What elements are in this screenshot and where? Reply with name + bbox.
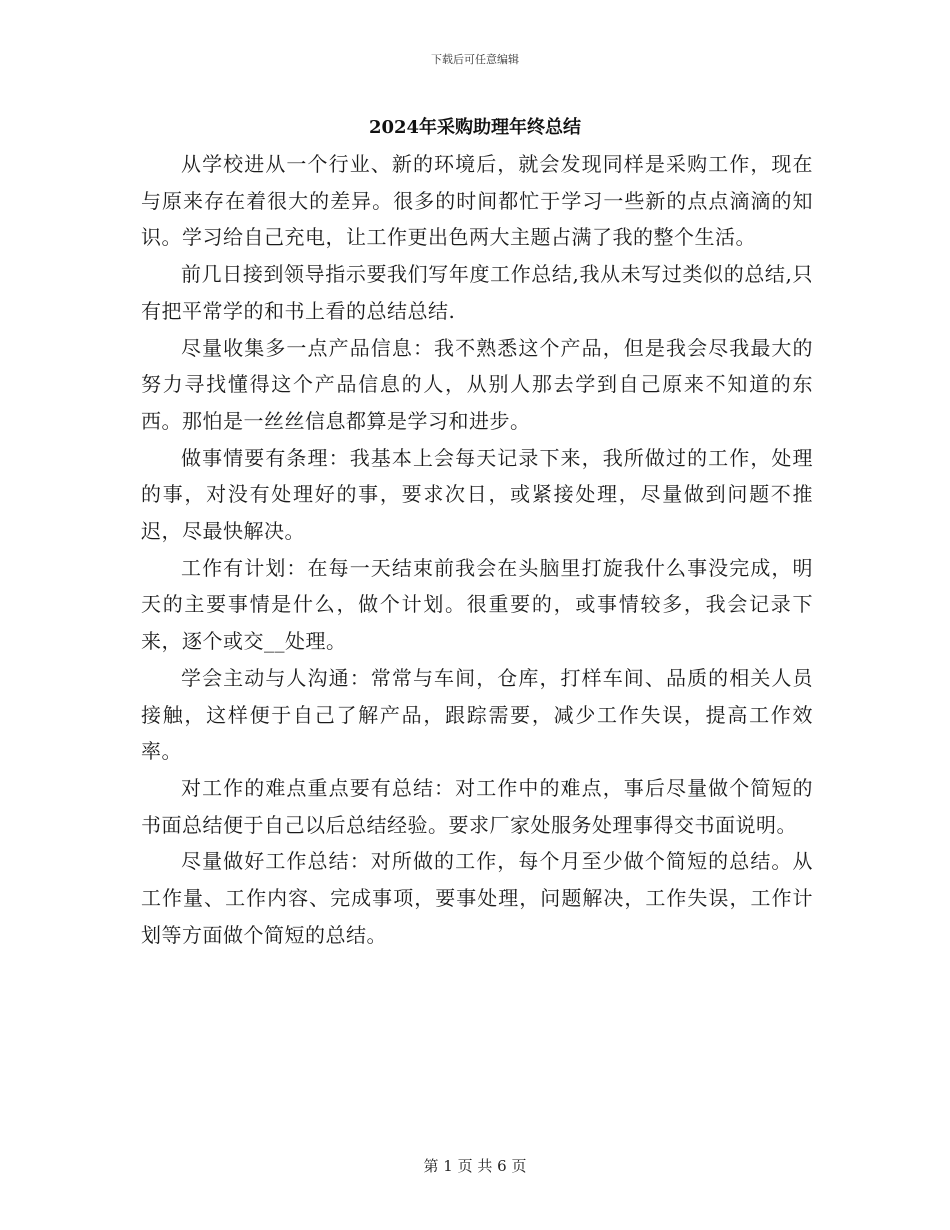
document-title: 2024年采购助理年终总结 bbox=[368, 117, 582, 138]
document-body bbox=[141, 146, 813, 953]
paragraph-background: 前几日接到领导指示要我们写年度工作总结,我从未写过类似的总结,只有把平常学的和书上看的总结总结. bbox=[141, 262, 813, 323]
paragraph-planning: 工作有计划：在每一天结束前我会在头脑里打旋我什么事没完成，明天的主要事情是什么，做个计划。很重要的，或事情较多，我会记录下来，逐个或交__处理。 bbox=[141, 555, 813, 654]
paragraph-organization: 做事情要有条理：我基本上会每天记录下来，我所做过的工作，处理的事，对没有处理好的事，要求次日，或紧接处理，尽量做到问题不推迟，尽最快解决。 bbox=[141, 445, 813, 544]
paragraph-summary: 尽量做好工作总结：对所做的工作，每个月至少做个简短的总结。从工作量、工作内容、完成事项，要事处理，问题解决，工作失误，工作计划等方面做个简短的总结。 bbox=[141, 849, 813, 947]
paragraph-intro: 从学校进从一个行业、新的环境后，就会发现同样是采购工作，现在与原来存在着很大的差异。很多的时间都忙于学习一些新的点点滴滴的知识。学习给自己充电，让工作更出色两大主题占满了我的整个生活。 bbox=[141, 152, 813, 250]
page-header-note: 下载后可任意编辑 bbox=[431, 53, 519, 66]
paragraph-difficulties: 对工作的难点重点要有总结：对工作中的难点，事后尽量做个简短的书面总结便于自己以后总结经验。要求厂家处服务处理事得交书面说明。 bbox=[141, 775, 813, 837]
page-indicator: 第 1 页 共 6 页 bbox=[423, 1157, 527, 1175]
paragraph-product-info: 尽量收集多一点产品信息：我不熟悉这个产品，但是我会尽我最大的努力寻找懂得这个产品信息的人，从别人那去学到自己原来不知道的东西。那怕是一丝丝信息都算是学习和进步。 bbox=[141, 335, 813, 433]
paragraph-communication: 学会主动与人沟通：常常与车间，仓库，打样车间、品质的相关人员接触，这样便于自己了解产品，跟踪需要，减少工作失误，提高工作效率。 bbox=[141, 665, 813, 764]
